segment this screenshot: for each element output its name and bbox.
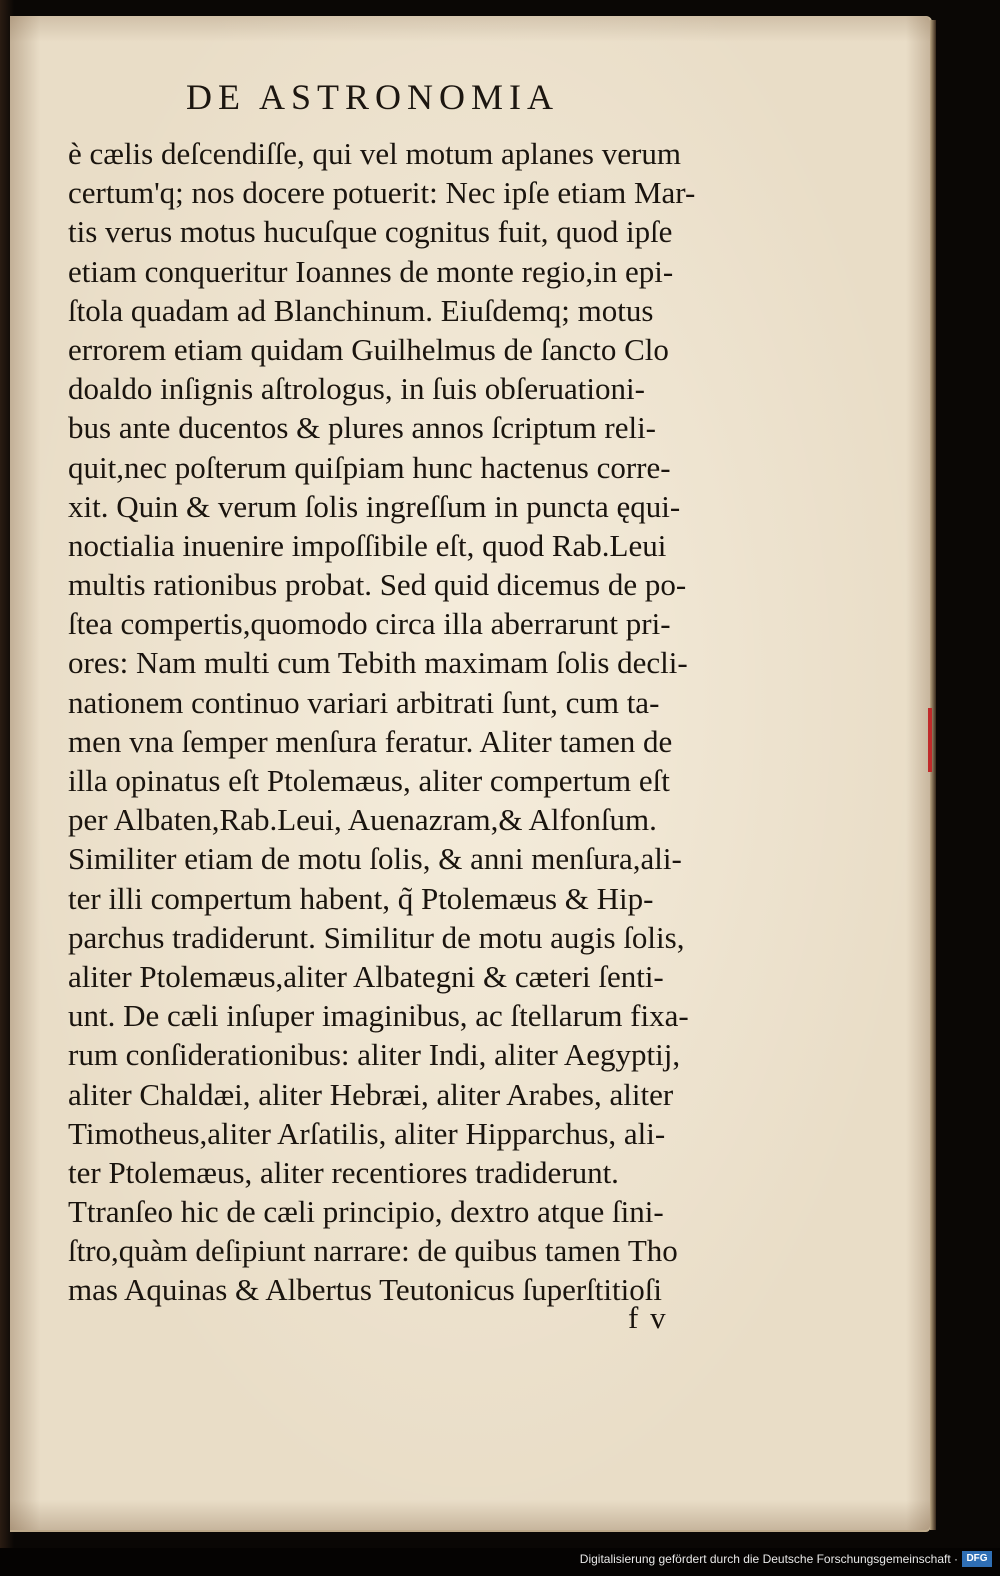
text-line: doaldo inſignis aſtrologus, in ſuis obſeruationi- bbox=[68, 371, 645, 407]
text-line: ter illi compertum habent, q̃ Ptolemæus & Hip- bbox=[68, 880, 654, 916]
text-line: Ttranſeo hic de cæli principio, dextro atque ſini- bbox=[68, 1194, 664, 1230]
text-line: bus ante ducentos & plures annos ſcriptum reli- bbox=[68, 410, 657, 446]
text-line: ſtola quadam ad Blanchinum. Eiuſdemq; motus bbox=[68, 292, 654, 328]
text-line: certum'q; nos docere potuerit: Nec ipſe etiam Mar- bbox=[68, 175, 696, 211]
text-line: Similiter etiam de motu ſolis, & anni menſura,ali- bbox=[68, 841, 682, 877]
text-line: aliter Chaldæi, aliter Hebræi, aliter Arabes, aliter bbox=[68, 1076, 674, 1112]
text-line: mas Aquinas & Albertus Teutonicus ſuperſtitioſi bbox=[68, 1272, 662, 1308]
text-line: è cælis deſcendiſſe, qui vel motum aplanes verum bbox=[68, 136, 681, 171]
funding-credit: Digitalisierung gefördert durch die Deutsche Forschungsgemeinschaft · bbox=[579, 1552, 958, 1566]
text-line: errorem etiam quidam Guilhelmus de ſancto Clo bbox=[68, 331, 669, 367]
text-line: nationem continuo variari arbitrati ſunt, cum ta- bbox=[68, 684, 660, 720]
text-line: ſtro,quàm deſipiunt narrare: de quibus tamen Tho bbox=[68, 1233, 678, 1269]
text-line: tis verus motus hucuſque cognitus fuit, quod ipſe bbox=[68, 214, 673, 250]
text-line: unt. De cæli inſuper imaginibus, ac ſtellarum fixa- bbox=[68, 998, 689, 1034]
text-block bbox=[68, 134, 798, 1310]
text-line: illa opinatus eſt Ptolemæus, aliter compertum eſt bbox=[68, 763, 670, 798]
running-head: DE ASTRONOMIA bbox=[186, 77, 560, 117]
text-line: etiam conqueritur Ioannes de monte regio,in epi- bbox=[68, 253, 674, 289]
text-line: noctialia inuenire impoſſibile eſt, quod Rab.Leui bbox=[68, 527, 667, 563]
text-line: men vna ſemper menſura feratur. Aliter tamen de bbox=[68, 723, 673, 759]
text-line: xit. Quin & verum ſolis ingreſſum in puncta ęqui- bbox=[68, 488, 681, 524]
text-line: multis rationibus probat. Sed quid dicemus de po- bbox=[68, 567, 687, 603]
signature-mark: f v bbox=[628, 1300, 668, 1335]
red-margin-mark bbox=[928, 708, 932, 772]
text-line: ter Ptolemæus, aliter recentiores tradiderunt. bbox=[68, 1154, 619, 1190]
page-edge bbox=[930, 20, 936, 1530]
text-line: ores: Nam multi cum Tebith maximam ſolis decli- bbox=[68, 645, 688, 681]
text-line: rum conſiderationibus: aliter Indi, aliter Aegyptij, bbox=[68, 1037, 681, 1073]
text-line: ſtea compertis,quomodo circa illa aberrarunt pri- bbox=[68, 606, 671, 642]
dfg-logo-icon: DFG bbox=[962, 1551, 992, 1567]
text-line: per Albaten,Rab.Leui, Auenazram,& Alfonſum. bbox=[68, 802, 657, 838]
text-line: Timotheus,aliter Arſatilis, aliter Hipparchus, ali- bbox=[68, 1115, 666, 1151]
text-line: parchus tradiderunt. Similitur de motu augis ſolis, bbox=[68, 919, 685, 955]
text-line: aliter Ptolemæus,aliter Albategni & cæteri ſenti- bbox=[68, 958, 664, 994]
text-line: quit,nec poſterum quiſpiam hunc hactenus corre- bbox=[68, 449, 671, 485]
